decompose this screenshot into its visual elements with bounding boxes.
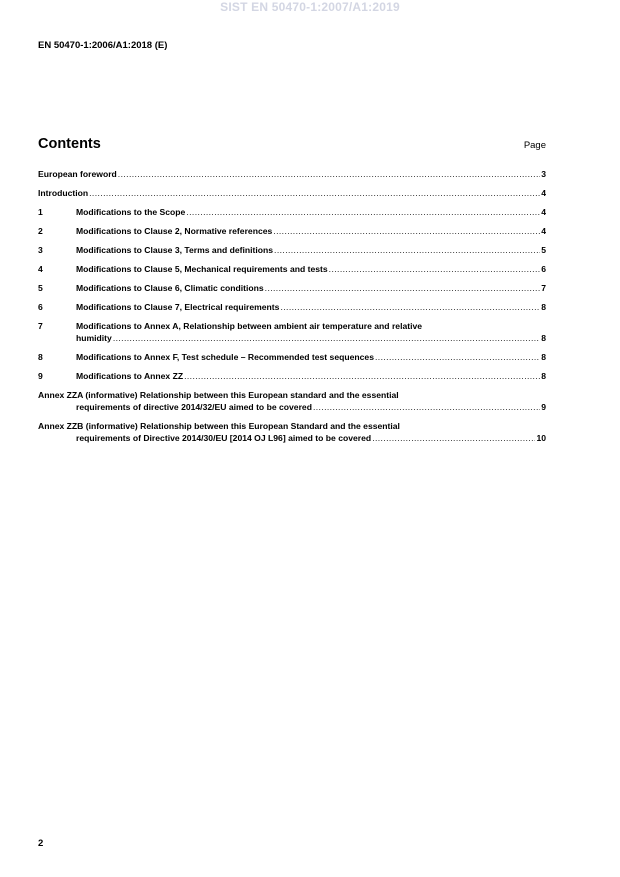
toc-entry-clause-4[interactable] — [38, 263, 546, 275]
toc-entry-title-line-2: requirements of Directive 2014/30/EU [2014 OJ L96] aimed to be covered — [76, 433, 372, 443]
toc-entry-page: 4 — [541, 207, 546, 217]
toc-entry-page: 6 — [541, 264, 546, 274]
toc-entry-title: European foreword — [38, 169, 117, 179]
toc-entry-title-line-2: humidity — [76, 333, 112, 343]
toc-entry-annex-zzb[interactable] — [38, 420, 546, 444]
dot-leader — [89, 187, 540, 199]
toc-entry-clause-7[interactable] — [38, 320, 546, 344]
watermark: SIST EN 50470-1:2007/A1:2019 — [220, 0, 400, 14]
toc-entry-clause-5[interactable] — [38, 282, 546, 294]
toc-entry-number: 6 — [38, 302, 43, 312]
dot-leader — [273, 225, 540, 237]
toc-entry-title-line-1: Modifications to Annex A, Relationship between ambient air temperature and relative — [76, 321, 423, 331]
toc-entry-number: 8 — [38, 352, 43, 362]
toc-entry-title-line-2: requirements of directive 2014/32/EU aimed to be covered — [76, 402, 312, 412]
toc-entry-title: Modifications to Clause 6, Climatic conditions — [76, 283, 264, 293]
page-column-label: Page — [523, 140, 546, 151]
toc-entry-page: 8 — [541, 352, 546, 362]
dot-leader — [265, 282, 541, 294]
dot-leader — [118, 168, 540, 180]
dot-leader — [186, 206, 540, 218]
toc-entry-title: Modifications to Clause 3, Terms and definitions — [76, 245, 274, 255]
dot-leader — [329, 263, 541, 275]
toc-entry-clause-3[interactable] — [38, 244, 546, 256]
toc-entry-number: 1 — [38, 207, 43, 217]
toc-entry-clause-8[interactable] — [38, 351, 546, 363]
toc-entry-number: 9 — [38, 371, 43, 381]
document-id: EN 50470-1:2006/A1:2018 (E) — [38, 40, 168, 51]
dot-leader — [313, 401, 540, 413]
contents-title: Contents — [38, 136, 101, 152]
toc-entry-clause-1[interactable] — [38, 206, 546, 218]
toc-entry-page: 8 — [541, 371, 546, 381]
toc-entry-annex-zza[interactable] — [38, 389, 546, 413]
toc-entry-page: 8 — [541, 302, 546, 312]
dot-leader — [372, 432, 535, 444]
toc-entry-european-foreword[interactable] — [38, 168, 546, 180]
toc-entry-number: 3 — [38, 245, 43, 255]
table-of-contents — [38, 168, 546, 451]
toc-entry-clause-6[interactable] — [38, 301, 546, 313]
toc-entry-page: 5 — [541, 245, 546, 255]
dot-leader — [274, 244, 540, 256]
toc-entry-title: Modifications to Clause 2, Normative references — [76, 226, 273, 236]
toc-entry-title: Introduction — [38, 188, 89, 198]
toc-entry-page: 4 — [541, 188, 546, 198]
toc-entry-page: 3 — [541, 169, 546, 179]
contents-header — [38, 136, 546, 152]
toc-entry-page: 7 — [541, 283, 546, 293]
toc-entry-page: 10 — [536, 433, 546, 443]
toc-entry-number: 7 — [38, 321, 43, 331]
toc-entry-page: 4 — [541, 226, 546, 236]
toc-entry-number: 2 — [38, 226, 43, 236]
toc-entry-page: 9 — [541, 402, 546, 412]
toc-entry-page: 8 — [541, 333, 546, 343]
toc-entry-number: 5 — [38, 283, 43, 293]
toc-entry-title-line-1: Annex ZZA (informative) Relationship between this European standard and the essential — [38, 390, 399, 400]
toc-entry-title: Modifications to the Scope — [76, 207, 186, 217]
toc-entry-introduction[interactable] — [38, 187, 546, 199]
dot-leader — [113, 332, 540, 344]
toc-entry-title: Modifications to Clause 5, Mechanical requirements and tests — [76, 264, 328, 274]
toc-entry-clause-9[interactable] — [38, 370, 546, 382]
dot-leader — [375, 351, 540, 363]
toc-entry-title: Modifications to Clause 7, Electrical requirements — [76, 302, 280, 312]
toc-entry-title-line-1: Annex ZZB (informative) Relationship between this European Standard and the essential — [38, 421, 400, 431]
toc-entry-title: Modifications to Annex ZZ — [76, 371, 184, 381]
page-number: 2 — [38, 838, 44, 849]
toc-entry-number: 4 — [38, 264, 43, 274]
dot-leader — [184, 370, 540, 382]
toc-entry-clause-2[interactable] — [38, 225, 546, 237]
dot-leader — [280, 301, 540, 313]
toc-entry-title: Modifications to Annex F, Test schedule – Recommended test sequences — [76, 352, 374, 362]
